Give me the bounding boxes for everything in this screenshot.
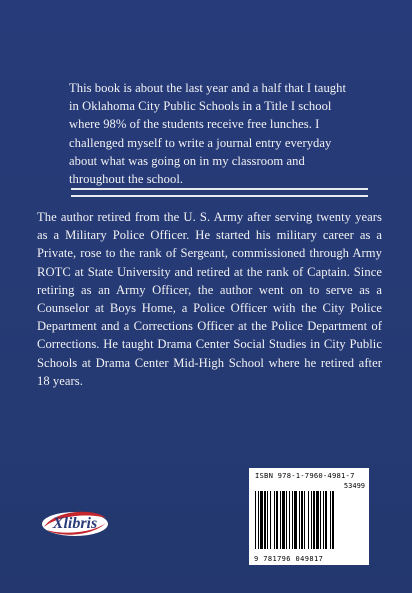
publisher-name: Xlibris (52, 515, 98, 532)
price-code: 53499 (343, 482, 365, 490)
author-bio: The author retired from the U. S. Army after serving twenty years as a Military Police Officer. He started his military career as a Private, rose to the rank of Sergeant, commissioned through Army ROTC at State University and retired at the rank of Captain. Since retiring as an Army Officer, the author went on to serve as a Counselor at Boys Home, a Police Officer with the City Police Department and a Corrections Officer at the Police Department of Corrections. He taught Drama Center Social Studies in City Public Schools at Drama Center Mid-High School where he retired after 18 years. (37, 210, 382, 388)
isbn-label: ISBN 978-1-7960-4981-7 (255, 471, 355, 480)
decorative-divider (71, 187, 368, 199)
ean-digits: 9 781796 049817 (254, 555, 324, 563)
publisher-logo (40, 509, 110, 539)
isbn-barcode (249, 468, 369, 565)
barcode-bars-icon (255, 491, 363, 551)
divider-line-top (71, 188, 368, 190)
divider-line-bottom (71, 195, 368, 197)
book-description: This book is about the last year and a half that I taught in Oklahoma City Public Schools in a Title I school where 98% of the students receive free lunches. I challenged myself to write a journal entry everyday about what was going on in my classroom and throughout the school. (69, 81, 347, 187)
